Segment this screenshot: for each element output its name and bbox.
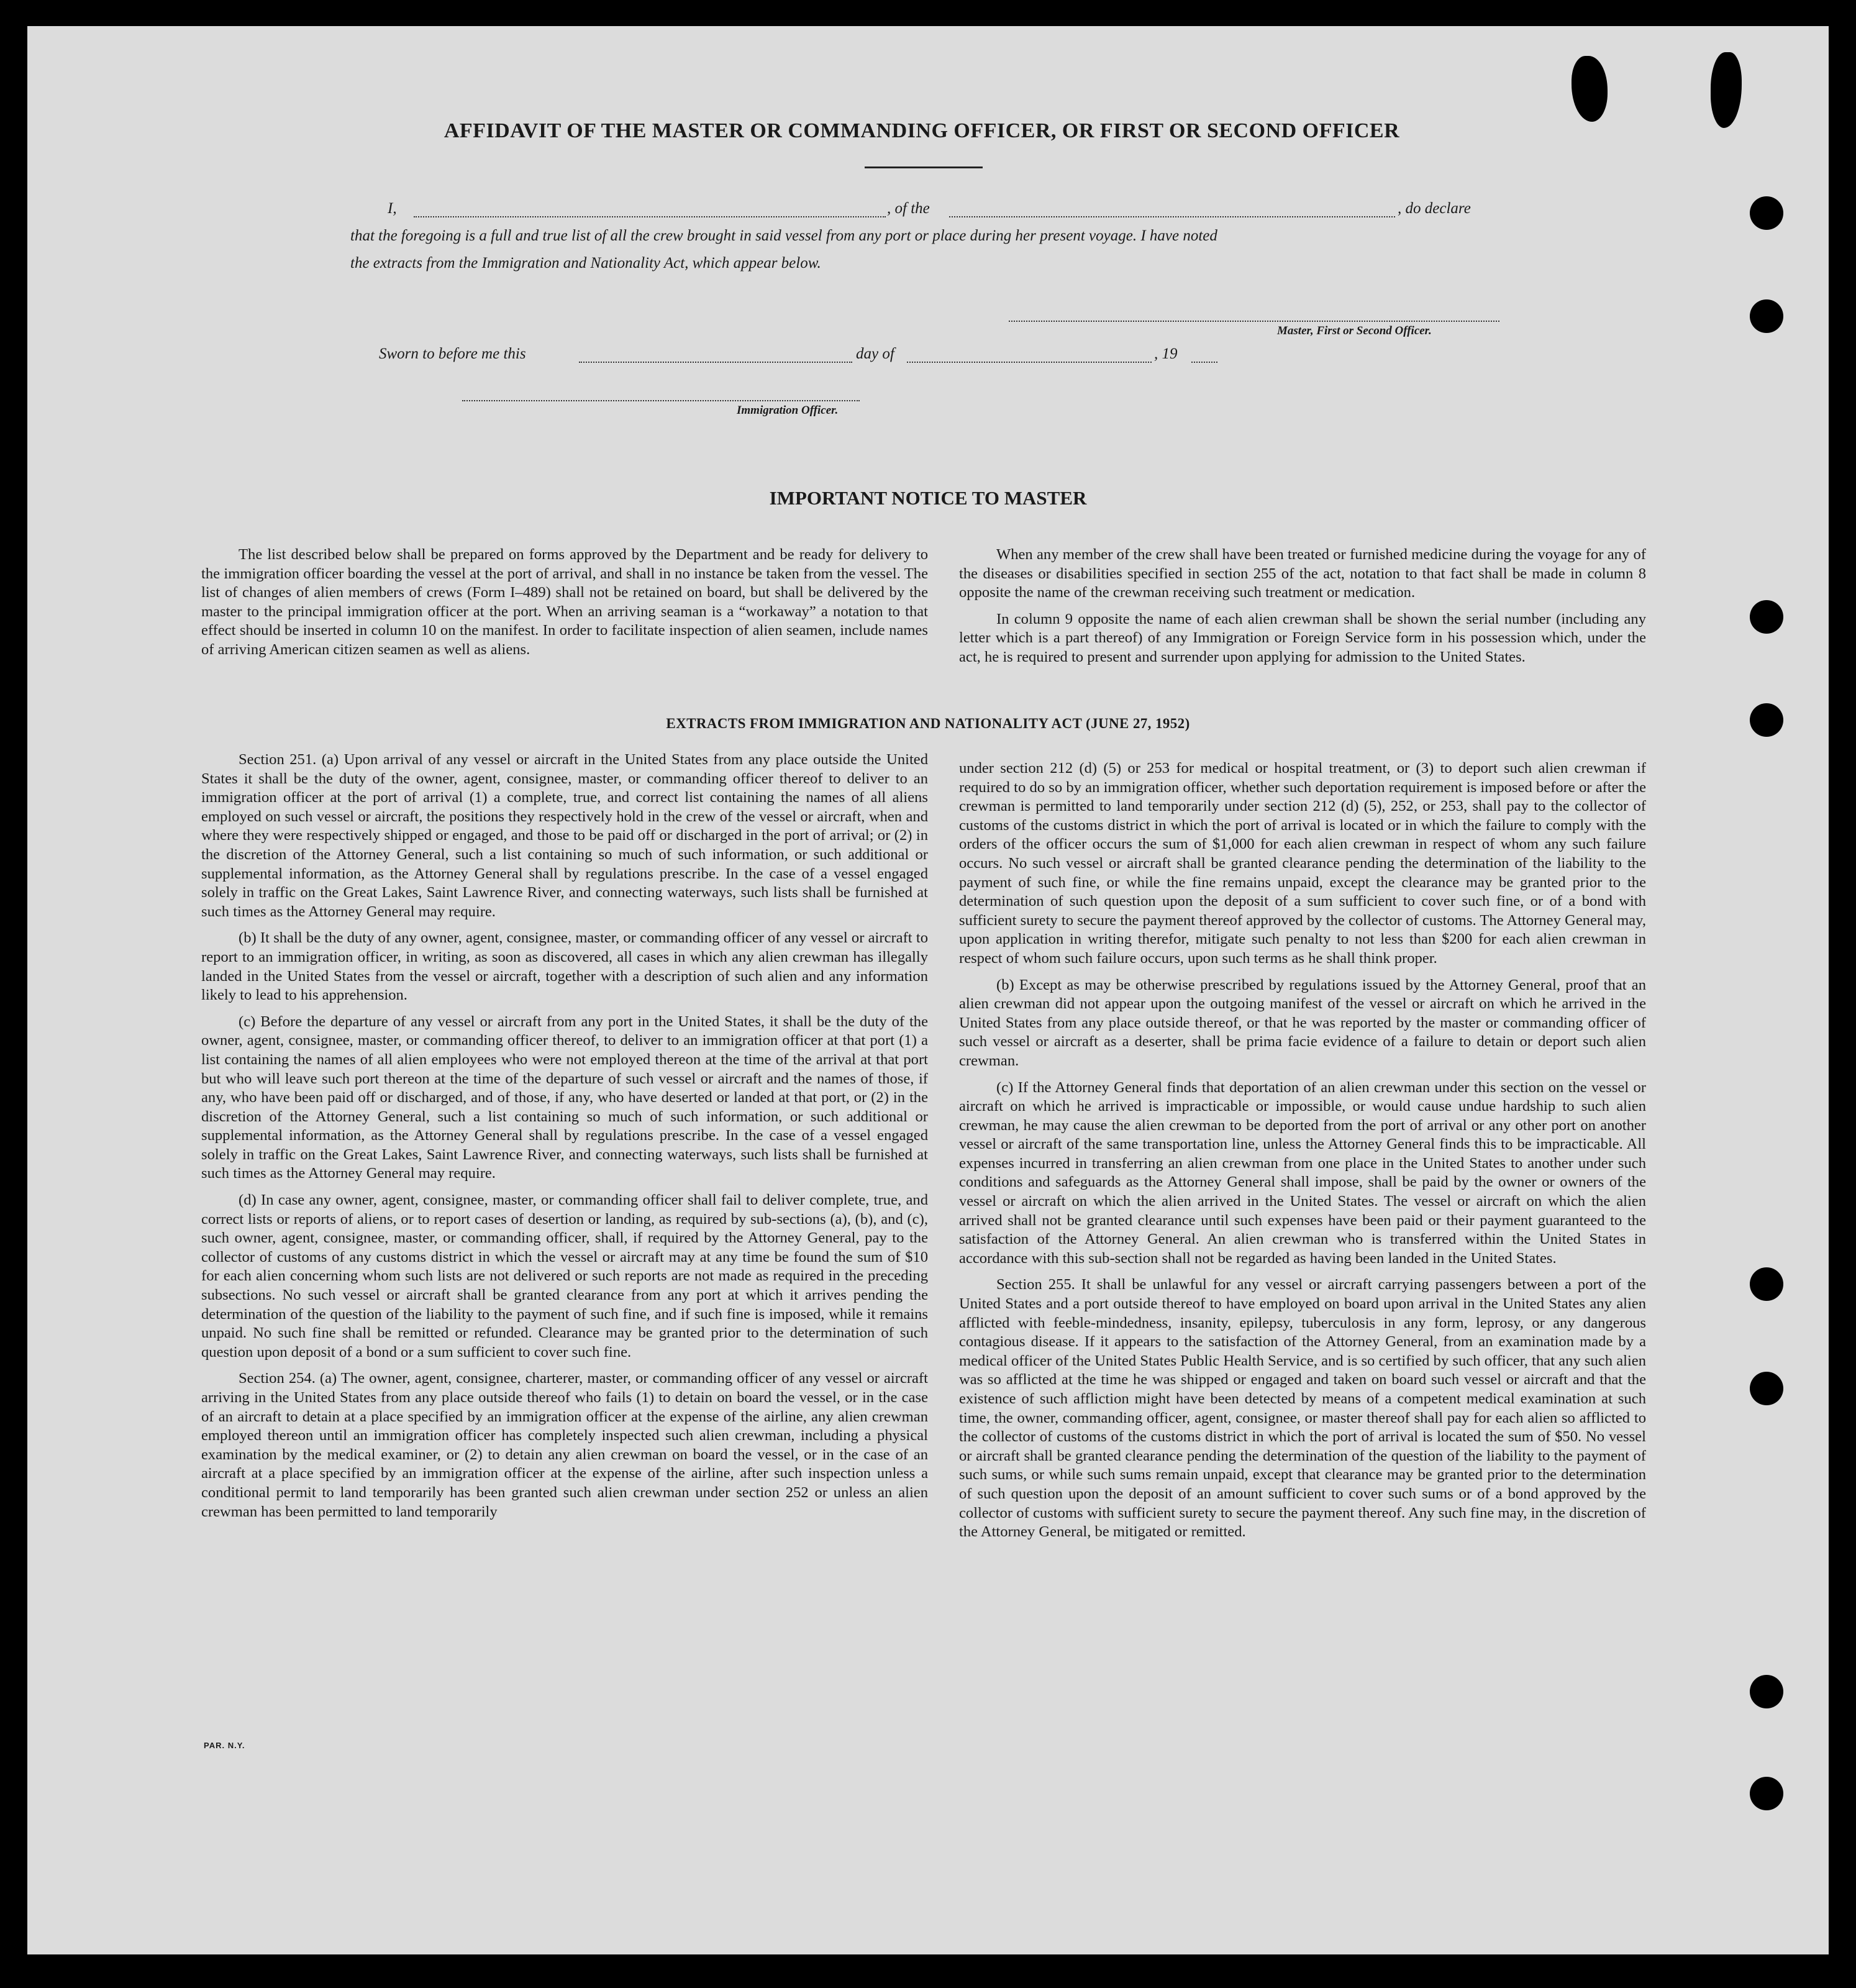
punch-hole bbox=[1750, 299, 1783, 333]
affidavit-i-label: I, bbox=[388, 200, 397, 217]
section-254-c: (c) If the Attorney General finds that deportation of an alien crewman under this section on the vessel or aircraft on which he arrived is impracticable or impossible, or would cause undue hardship to such alien crewman, he may cause the alien crewman to be deported from the port of arrival or any other port on another vessel or aircraft of the same transportation line, unless the Attorney General finds this to be impracticable. All expenses incurred in transferring an alien crewman from one place in the United States to another under such conditions and safeguards as the Attorney General shall impose, shall be paid by the owner or owners of the vessel or aircraft on which the alien arrived in the United States. The vessel or aircraft on which the alien arrived shall not be granted clearance until such expenses have been paid or their payment guaranteed to the satisfaction of the Attorney General. An alien crewman who is transferred within the United States in accordance with this sub-section shall not be regarded as having been landed in the United States. bbox=[959, 1078, 1646, 1267]
extracts-left-column bbox=[201, 750, 928, 1529]
notice-right-column bbox=[959, 545, 1646, 675]
section-251-d: (d) In case any owner, agent, consignee, master, or commanding officer shall fail to deliver complete, true, and correct lists or reports of aliens, or to report cases of desertion or landing, as required by sub-sections (a), (b), and (c), such owner, agent, consignee, master, or commanding officer, shall, if required by the Attorney General, pay to the collector of customs of any customs district in which the vessel or aircraft may at any time be found the sum of $10 for each alien concerning whom such lists are not delivered or such reports are not made as required in the preceding subsections. No such vessel or aircraft shall be granted clearance from any port at which it arrives pending the determination of the question of the liability to the payment of such fine, and if such fine is imposed, while it remains unpaid. No such fine shall be remitted or refunded. Clearance may be granted prior to the determination of such question upon deposit of a bond or a sum sufficient to cover such fine. bbox=[201, 1192, 928, 1361]
torn-spot bbox=[1711, 52, 1742, 128]
section-254-b: (b) Except as may be otherwise prescribed by regulations issued by the Attorney General, proof that an alien crewman did not appear upon the outgoing manifest of the vessel or aircraft on which he arrived in the United States from any place outside thereof, or that he was reported by the master or commanding officer of such vessel or aircraft as a deserter, shall be prima facie evidence of a failure to detain or deport such alien crewman. bbox=[959, 976, 1646, 1069]
vessel-field[interactable] bbox=[949, 216, 1395, 217]
master-signature-field[interactable] bbox=[1009, 321, 1499, 322]
sworn-label: Sworn to before me this bbox=[379, 345, 526, 362]
punch-hole bbox=[1750, 1777, 1783, 1810]
year-label: , 19 bbox=[1154, 345, 1178, 362]
form-page bbox=[27, 26, 1829, 1954]
section-251-a: Section 251. (a) Upon arrival of any vessel or aircraft in the United States from any place outside the United States it shall be the duty of the owner, agent, consignee, master, or commanding officer thereof to deliver to an immigration officer at the port of arrival (1) a complete, true, and correct list containing the names of all aliens employed on such vessel or aircraft, the positions they respectively hold in the crew of the vessel or aircraft, when and where they were respectively shipped or engaged, and those to be paid off or discharged in the port of arrival; or (2) in the discretion of the Attorney General, such a list containing so much of such information, or such additional or supplemental information, as the Attorney General shall by regulations prescribe. In the case of a vessel engaged solely in traffic on the Great Lakes, Saint Lawrence River, and connecting waterways, such lists shall be furnished at such times as the Attorney General may require. bbox=[201, 751, 928, 920]
section-255: Section 255. It shall be unlawful for any vessel or aircraft carrying passengers between a port of the United States and a port outside thereof to have employed on board upon arrival in the United States any alien afflicted with feeble-mindedness, insanity, epilepsy, tuberculosis in any form, leprosy, or any dangerous contagious disease. If it appears to the satisfaction of the Attorney General, from an examination made by a medical officer of the United States Public Health Service, and is so certified by such officer, that any such alien was so afflicted at the time he was shipped or engaged and taken on board such vessel or aircraft and that the existence of such affliction might have been detected by means of a competent medical examination at such time, the owner, commanding officer, agent, consignee, or master thereof shall pay for each alien so afflicted to the collector of customs of the customs district in which the port of arrival is located the sum of $50. No vessel or aircraft shall be granted clearance pending the determination of the question of the liability to the payment of such sums, or while such sums remain unpaid, except that clearance may be granted prior to the determination of such question upon the deposit of an amount sufficient to cover such sums or of a bond approved by the collector of customs with sufficient surety to secure the payment thereof. Any such fine may, in the discretion of the Attorney General, be mitigated or remitted. bbox=[959, 1276, 1646, 1541]
punch-hole bbox=[1750, 1267, 1783, 1301]
notice-paragraph: The list described below shall be prepared on forms approved by the Department and be ready for delivery to the immigration officer boarding the vessel at the port of arrival, and shall in no instance be taken from the vessel. The list of changes of alien members of crews (Form I–489) shall not be retained on board, but shall be delivered by the master to the principal immigration officer at the port. When an arriving seaman is a “workaway” a notation to that effect should be inserted in column 10 on the manifest. In order to facilitate inspection of alien seamen, include names of arriving American citizen seamen as well as aliens. bbox=[201, 546, 928, 658]
torn-spot bbox=[1572, 56, 1608, 122]
section-254-a-continued: under section 212 (d) (5) or 253 for medical or hospital treatment, or (3) to deport such alien crewman if required to do so by an immigration officer, whether such deportation requirement is imposed before or after the crewman is permitted to land temporarily under section 212 (d) (5), 252, or 253, shall pay to the collector of customs of the customs district in which the port of arrival is located or in which the failure to comply with the orders of the officer occurs the sum of $1,000 for each alien crewman in respect of whom any such failure occurs. No such vessel or aircraft shall be granted clearance pending the determination of the liability to the payment of such fine, or while the fine remains unpaid, except the clearance may be granted prior to the determination of such question upon the deposit of a sum sufficient to cover such fine, or of a bond with sufficient surety to secure the payment thereof approved by the collector of customs. The Attorney General may, upon application in writing therefor, mitigate such penalty to not less than $200 for each alien crewman in respect of whom such failure occurs, upon such terms as he shall think proper. bbox=[959, 760, 1646, 967]
title-rule bbox=[865, 166, 983, 168]
affidavit-statement-line: the extracts from the Immigration and Nationality Act, which appear below. bbox=[350, 255, 821, 271]
extracts-title: EXTRACTS FROM IMMIGRATION AND NATIONALITY ACT (JUNE 27, 1952) bbox=[666, 716, 1190, 731]
name-field[interactable] bbox=[414, 216, 886, 217]
immigration-officer-signature-field[interactable] bbox=[462, 400, 860, 401]
section-254-a: Section 254. (a) The owner, agent, consignee, charterer, master, or commanding officer of any vessel or aircraft arriving in the United States from any place outside thereof who fails (1) to detain on board the vessel, or in the case of an aircraft to detain at a place specified by an immigration officer at the expense of the airline, any alien crewman employed thereon until an immigration officer has completely inspected such alien crewman, including a physical examination by the medical examiner, or (2) to detain any alien crewman on board the vessel, or in the case of an aircraft at a place specified by an immigration officer at the expense of the airline, after such inspection unless a conditional permit to land temporarily has been granted such alien crewman under section 252 or unless an alien crewman has been permitted to land temporarily bbox=[201, 1370, 928, 1520]
affidavit-title: AFFIDAVIT OF THE MASTER OR COMMANDING OFFICER, OR FIRST OR SECOND OFFICER bbox=[444, 119, 1400, 142]
punch-hole bbox=[1750, 196, 1783, 230]
notice-paragraph: When any member of the crew shall have been treated or furnished medicine during the voyage for any of the diseases or disabilities specified in section 255 of the act, notation to that fact shall be made in column 8 opposite the name of the crewman receiving such treatment or medication. bbox=[959, 546, 1646, 601]
notice-left-column bbox=[201, 545, 928, 667]
punch-hole bbox=[1750, 1372, 1783, 1405]
affidavit-do-declare-label: , do declare bbox=[1398, 200, 1471, 217]
sworn-day-field[interactable] bbox=[579, 362, 852, 363]
printer-mark: PAR. N.Y. bbox=[204, 1741, 245, 1750]
immigration-officer-caption: Immigration Officer. bbox=[737, 404, 839, 417]
section-251-b: (b) It shall be the duty of any owner, agent, consignee, master, or commanding officer of any vessel or aircraft to report to an immigration officer, in writing, as soon as discovered, all cases in which any alien crewman has illegally landed in the United States from the vessel or aircraft, together with a description of such alien and any information likely to lead to his apprehension. bbox=[201, 929, 928, 1004]
sworn-year-field[interactable] bbox=[1191, 362, 1217, 363]
affidavit-of-the-label: , of the bbox=[887, 200, 930, 217]
notice-title: IMPORTANT NOTICE TO MASTER bbox=[769, 487, 1087, 509]
section-251-c: (c) Before the departure of any vessel or aircraft from any port in the United States, it shall be the duty of the owner, agent, consignee, master, or commanding officer thereof, to deliver to an immigration officer at that port (1) a list containing the names of all alien employees who were not employed thereon at the time of the arrival at that port but who will leave such port thereon at the time of the departure of such vessel or aircraft and the names of those, if any, who have been paid off or discharged, and of those, if any, who have deserted or landed at that port, or (2) in the discretion of the Attorney General, such a list containing so much of such information, or such additional or supplemental information, as the Attorney General shall by regulations prescribe. In the case of a vessel engaged solely in traffic on the Great Lakes, Saint Lawrence River, and connecting waterways, such lists shall be furnished at such times as the Attorney General may require. bbox=[201, 1013, 928, 1182]
affidavit-statement-line: that the foregoing is a full and true list of all the crew brought in said vessel from any port or place during her present voyage. I have noted bbox=[350, 227, 1217, 244]
notice-paragraph: In column 9 opposite the name of each alien crewman shall be shown the serial number (including any letter which is a part thereof) of any Immigration or Foreign Service form in his possession which, under the act, he is required to present and surrender upon applying for admission to the United States. bbox=[959, 610, 1646, 665]
master-signature-caption: Master, First or Second Officer. bbox=[1277, 324, 1432, 337]
day-of-label: day of bbox=[856, 345, 894, 362]
punch-hole bbox=[1750, 1675, 1783, 1708]
punch-hole bbox=[1750, 600, 1783, 634]
extracts-right-column bbox=[959, 759, 1646, 1549]
sworn-month-field[interactable] bbox=[907, 362, 1152, 363]
